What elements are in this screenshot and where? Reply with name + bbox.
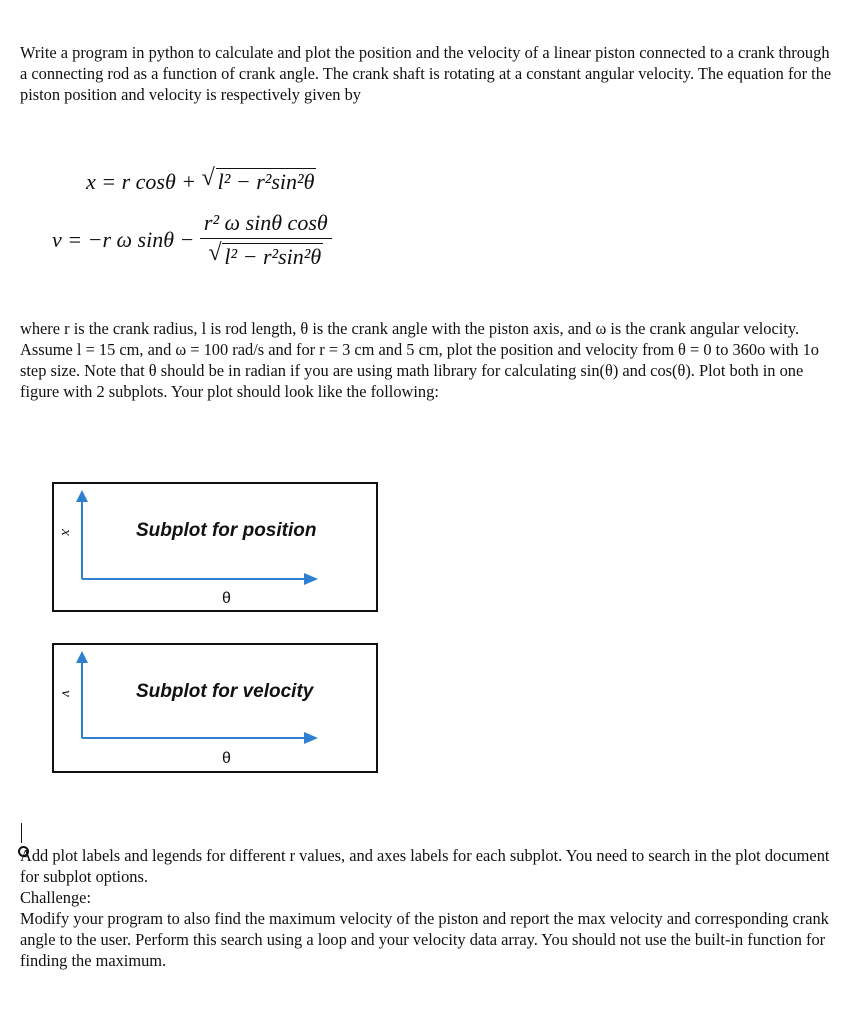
position-eq-sqrt-body: l² − r²sin²θ (217, 169, 315, 194)
velocity-eq-numerator: r² ω sinθ cosθ (203, 210, 328, 235)
challenge-label: Challenge: (20, 888, 92, 907)
velocity-x-arrowhead (304, 732, 318, 744)
velocity-eq-lhs: v = −r ω sinθ − (52, 227, 200, 252)
velocity-subplot-box (52, 643, 378, 773)
velocity-eq-den-sqrt-body: l² − r²sin²θ (224, 244, 322, 269)
position-y-label: x (57, 529, 74, 536)
velocity-subplot-title: Subplot for velocity (136, 681, 314, 702)
position-subplot-title: Subplot for position (136, 520, 317, 541)
velocity-y-label: v (57, 690, 74, 697)
position-eq-sqrt: √ l² − r²sin²θ (201, 165, 315, 194)
intro-text: Write a program in python to calculate and plot the position and the velocity of a linear piston connected to a crank through a connecting rod as a function of crank angle. The crank shaft is rotating at a constant angular velocity. The equation for the piston position and velocity is respectively given by (20, 43, 832, 104)
position-axes (54, 484, 376, 610)
add-text: Add plot labels and legends for different r values, and axes labels for each subplot. You need to search in the plot document for subplot options. (20, 846, 830, 886)
position-y-arrowhead (76, 490, 88, 502)
position-x-label: θ (222, 590, 231, 607)
where-paragraph (20, 318, 835, 402)
add-paragraph (20, 845, 835, 971)
velocity-x-label: θ (222, 750, 231, 767)
intro-paragraph (20, 42, 835, 105)
velocity-equation (52, 210, 332, 270)
velocity-y-arrowhead (76, 651, 88, 663)
position-equation (86, 165, 316, 195)
velocity-eq-denominator: √ l² − r²sin²θ (200, 238, 332, 270)
position-eq-lhs: x = r cosθ + (86, 169, 202, 194)
velocity-axes (54, 645, 376, 771)
assume-text: Assume l = 15 cm, and ω = 100 rad/s and for r = 3 cm and 5 cm, plot the position and velocity from θ = 0 to 360o with 1o step size. Note that θ should be in radian if you are using math library for calculating sin(θ) and cos(θ). Plot both in one figure with 2 subplots. Your plot should look like the following: (20, 340, 819, 401)
text-cursor (21, 823, 22, 843)
challenge-text: Modify your program to also find the maximum velocity of the piston and report the max velocity and corresponding crank angle to the user. Perform this search using a loop and your velocity data array. You should not use the built-in function for finding the maximum. (20, 909, 829, 970)
velocity-eq-fraction (200, 210, 332, 270)
position-subplot-box (52, 482, 378, 612)
where-text: where r is the crank radius, l is rod length, θ is the crank angle with the piston axis, and ω is the crank angular velocity. (20, 319, 800, 338)
position-x-arrowhead (304, 573, 318, 585)
